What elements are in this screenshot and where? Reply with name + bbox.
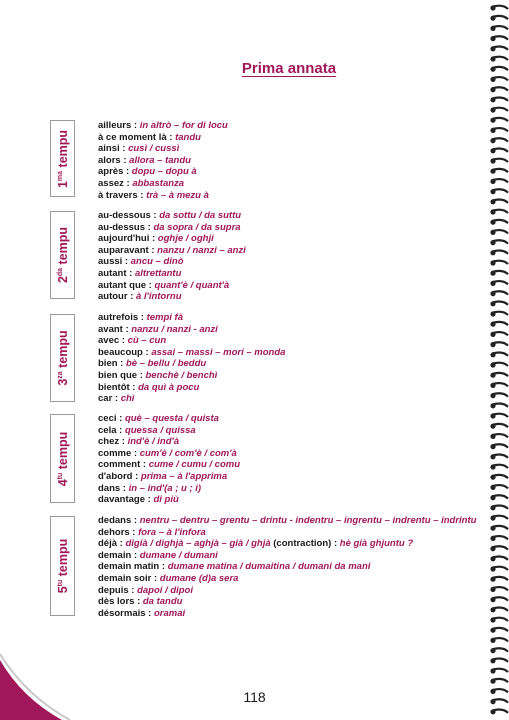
entry: désormais : oramai (98, 607, 186, 619)
entry: comment : cume / cumu / comu (98, 459, 241, 471)
page-number: 118 (243, 689, 266, 705)
entry: aujourd'hui : oghje / oghji (98, 233, 214, 245)
entry: avec : cù – cun (98, 335, 167, 347)
entry: ainsi : cusì / cussì (98, 143, 180, 155)
entry: autant : altrettantu (98, 267, 182, 279)
section-tab-2 (50, 211, 75, 299)
entry: assez : abbastanza (98, 177, 185, 189)
entry: dehors : fora – à l'infora (98, 526, 206, 538)
section-tab-3 (50, 314, 75, 402)
spiral-binding (489, 0, 509, 720)
entry: depuis : dapoi / dipoi (98, 584, 194, 596)
entry: à ce moment là : tandu (98, 131, 201, 143)
entry: chez : ind'è / ind'à (98, 436, 180, 448)
section-entries-1 (98, 120, 228, 201)
entry: demain soir : dumane (d)a sera (98, 572, 239, 584)
entry: après : dopu – dopu à (98, 166, 197, 178)
entry: autour : à l'intornu (98, 291, 182, 303)
entry: bien que : benchè / benchì (98, 369, 218, 381)
entry: au-dessus : da sopra / da supra (98, 221, 241, 233)
entry: davantage : di più (98, 494, 179, 506)
entry: demain : dumane / dumani (98, 549, 218, 561)
entry: demain matin : dumane matina / dumaitina / dumani da mani (98, 561, 371, 573)
entry: autant que : quant'è / quant'à (98, 279, 230, 291)
entry: au-dessous : da sottu / da suttu (98, 210, 242, 221)
section-tab-5 (50, 516, 75, 616)
entry: ailleurs : in altrò – for di locu (98, 120, 228, 131)
section-label-5: $5^{tu}$ tempu (55, 538, 70, 594)
section-label-2: $2^{da}$ tempu (55, 226, 70, 284)
entry: déjà : digià / dighjà – aghjà – già / ghjà (contraction) : hè già ghjuntu ? (98, 538, 414, 550)
entry: dedans : nentru – dentru – grentu – drintu - indentru – ingrentu – indrentu – indrintu (98, 515, 477, 526)
entry: avant : nanzu / nanzi - anzi (98, 323, 218, 335)
entry: aussi : ancu – dinò (98, 256, 184, 268)
entry: car : chì (98, 393, 135, 405)
section-label-1: $1^{ma}$ tempu (55, 129, 70, 188)
entry: beaucoup : assai – massi – mori – monda (98, 346, 286, 358)
entry: comme : cum'è / com'è / com'à (98, 447, 237, 459)
entry: d'abord : prima – à l'apprima (98, 470, 228, 482)
entry: bientôt : da quì à pocu (98, 381, 200, 393)
entry: alors : allora – tandu (98, 154, 191, 166)
section-entries-2 (98, 210, 246, 303)
entry: auparavant : nanzu / nanzi – anzi (98, 244, 246, 256)
entry: dans : in – ind'(a ; u ; i) (98, 482, 202, 494)
entry: bien : bè – bellu / beddu (98, 358, 207, 370)
section-entries-4 (98, 413, 240, 506)
section-entries-5 (98, 515, 476, 619)
section-tab-4 (50, 414, 75, 503)
corner-decoration (0, 640, 80, 720)
section-entries-3 (98, 312, 285, 405)
entry: cela : quessa / quissa (98, 424, 196, 436)
page-title: Prima annata (241, 60, 337, 77)
entry: autrefois : tempi fà (98, 312, 183, 323)
entry: à travers : trà – à mezu à (98, 189, 209, 201)
entry: dès lors : da tandu (98, 596, 183, 608)
section-tab-1 (50, 120, 75, 197)
section-label-4: $4^{tu}$ tempu (55, 431, 70, 486)
section-label-3: $3^{za}$ tempu (55, 330, 70, 386)
entry: ceci : què – questa / quista (98, 413, 219, 424)
